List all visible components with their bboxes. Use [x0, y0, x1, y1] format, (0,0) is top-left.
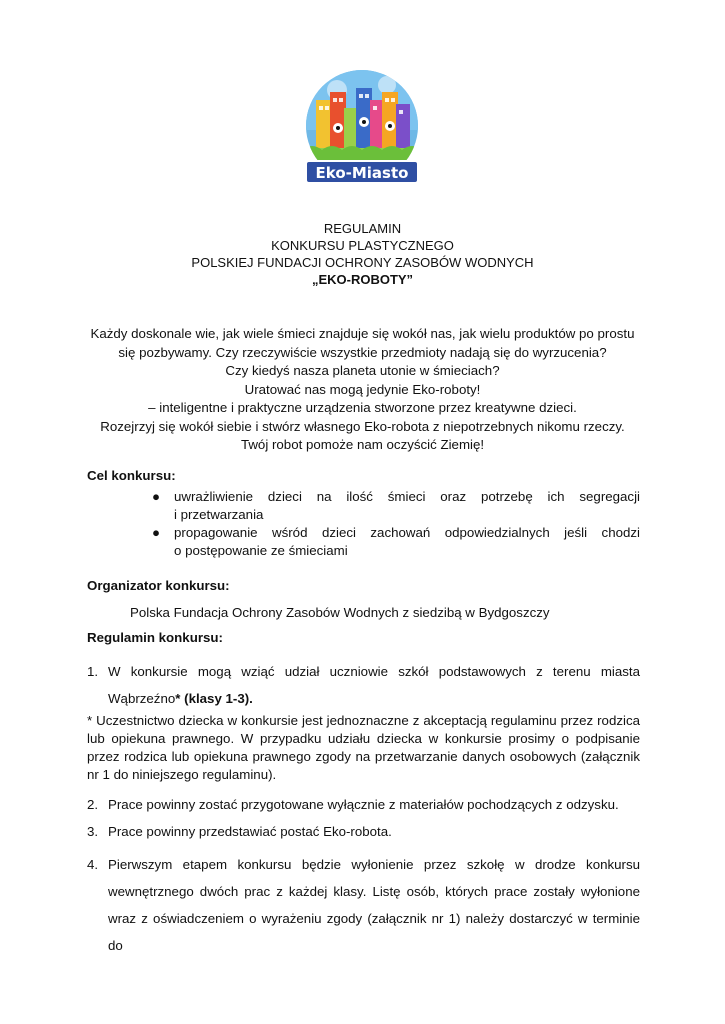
rule-3-text: Prace powinny przedstawiać postać Eko-robota. [108, 824, 392, 839]
rule-number: 4. [87, 857, 99, 872]
list-item [150, 488, 640, 524]
title-line-1: REGULAMIN [323, 221, 402, 236]
rule-4-line-3: wraz z oświadczeniem o wyrażeniu zgody (załącznik nr 1) należy dostarczyć w terminie do [108, 911, 640, 953]
intro-line: Uratować nas mogą jedynie Eko-roboty! [244, 381, 481, 397]
bullet-icon: ● [152, 525, 161, 540]
title-line-2: KONKURSU PLASTYCZNEGO [271, 238, 454, 253]
logo-caption: Eko-Miasto [315, 164, 409, 182]
goal-2-line-1: propagowanie wśród dzieci zachowań odpowiedzialnych jeśli chodzi [174, 525, 640, 540]
intro-line: – inteligentne i praktyczne urządzenia stworzone przez kreatywne dzieci. [148, 400, 577, 415]
rule-4-line-2: wewnętrznego dwóch prac z każdej klasy. Listę osób, których prace zostały wyłonione [108, 884, 640, 899]
bullet-icon: ● [152, 489, 161, 504]
eko-miasto-logo [302, 70, 422, 190]
goal-heading: Cel konkursu: [87, 468, 176, 483]
rule-item-1 [87, 658, 640, 712]
participation-note: * Uczestnictwo dziecka w konkursie jest jednoznaczne z akceptacją regulaminu przez rodzica lub opiekuna prawnego. W przypadku udziału dziecka w konkursie prosimy o podpisanie przez rodzica lub opiekuna prawnego zgody na przetwarzanie danych osobowych (załącznik nr 1 do niniejszego regulaminu). [87, 713, 640, 782]
intro-line: Każdy doskonale wie, jak wiele śmieci znajduje się wokół nas, jak wielu produktów po prostu [90, 326, 635, 341]
goal-list [150, 488, 640, 560]
rule-number: 3. [87, 824, 99, 839]
rule-1-line-2 [108, 685, 640, 712]
rule-item-3 [87, 824, 640, 839]
rule-1-line-1: W konkursie mogą wziąć udział uczniowie szkół podstawowych z terenu miasta [108, 664, 640, 679]
rules-heading: Regulamin konkursu: [87, 630, 223, 645]
title-line-4: „EKO-ROBOTY” [311, 272, 414, 287]
organizer-text: Polska Fundacja Ochrony Zasobów Wodnych z siedzibą w Bydgoszczy [130, 605, 550, 620]
organizer-heading: Organizator konkursu: [87, 578, 230, 593]
rule-item-4 [87, 851, 640, 959]
goal-1-line-2: i przetwarzania [174, 507, 264, 522]
intro-line: Twój robot pomoże nam oczyścić Ziemię! [240, 437, 485, 452]
intro-line: Rozejrzyj się wokół siebie i stwórz własnego Eko-robota z niepotrzebnych nikomu rzeczy. [100, 418, 625, 434]
list-item [150, 524, 640, 560]
goal-2-line-2: o postępowanie ze śmieciami [174, 543, 348, 558]
rule-number: 2. [87, 797, 99, 812]
document-title [0, 220, 725, 288]
rule-1-town: Wąbrzeźno [108, 691, 176, 706]
title-line-3: POLSKIEJ FUNDACJI OCHRONY ZASOBÓW WODNYCH [191, 255, 534, 270]
rule-4-line-1: Pierwszym etapem konkursu będzie wyłonienie przez szkołę w drodze konkursu [108, 857, 640, 872]
rule-2-text: Prace powinny zostać przygotowane wyłącznie z materiałów pochodzących z odzysku. [108, 797, 619, 812]
intro-line: się pozbywamy. Czy rzeczywiście wszystkie przedmioty nadają się do wyrzucenia? [118, 344, 607, 360]
intro-paragraph [40, 325, 685, 455]
intro-line: Czy kiedyś nasza planeta utonie w śmieciach? [225, 363, 500, 378]
rule-number: 1. [87, 664, 99, 679]
rule-item-2 [87, 797, 640, 812]
goal-1-line-1: uwrażliwienie dzieci na ilość śmieci oraz potrzebę ich segregacji [174, 489, 640, 504]
rule-1-classes: * (klasy 1-3). [175, 691, 253, 706]
